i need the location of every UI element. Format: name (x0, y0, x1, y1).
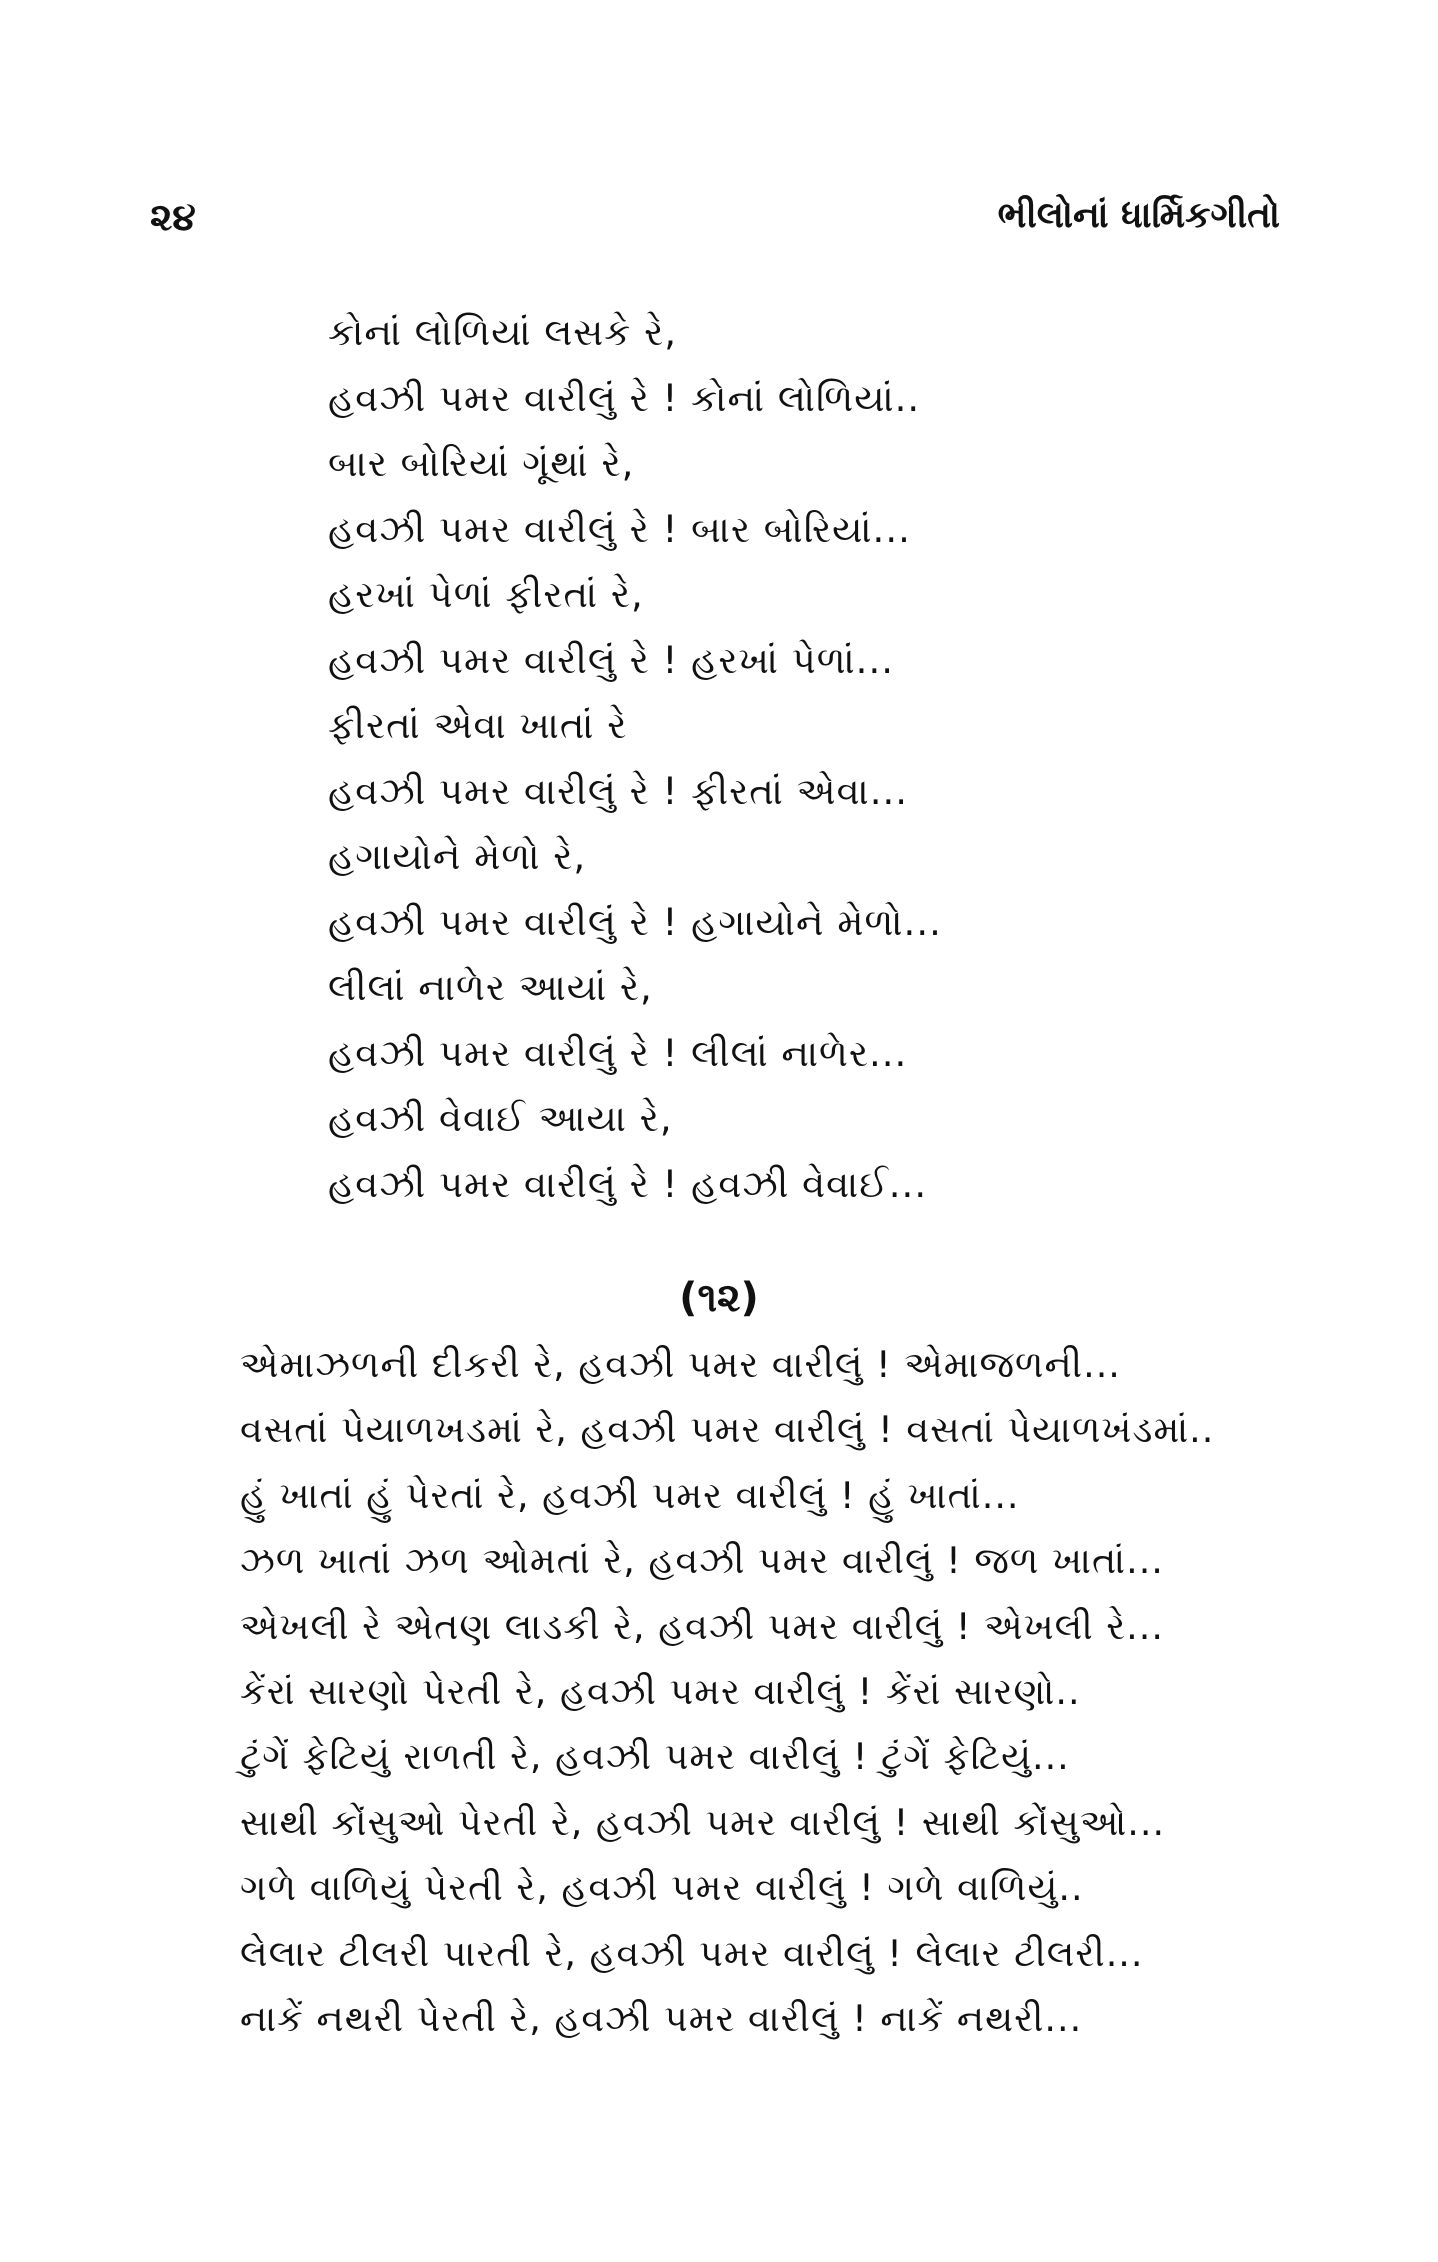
verse-line: હવઝી પમર વારીલું રે ! હરખાં પેળાં... (328, 638, 894, 682)
verse-line: સાથી કોંસુઓ પેરતી રે, હવઝી પમર વારીલું ! સાથી કોંસુઓ... (240, 1800, 1166, 1844)
song-12 (240, 1332, 1240, 2051)
verse-line: હવઝી પમર વારીલું રે ! કોનાં લોળિયાં.. (328, 376, 921, 420)
verse-line: હવઝી પમર વારીલું રે ! ફીરતાં એવા... (328, 769, 908, 813)
verse-line: એમાઝળની દીકરી રે, હવઝી પમર વારીલું ! એમાજળની... (240, 1343, 1121, 1386)
verse-line: લીલાં નાળેર આયાં રે, (328, 966, 653, 1009)
verse-line: ગળે વાળિયું પેરતી રે, હવઝી પમર વારીલું ! ગળે વાળિયું.. (240, 1866, 1084, 1910)
page-number: ૨૪ (150, 195, 196, 239)
verse-line: કેંરાં સારણો પેરતી રે, હવઝી પમર વારીલું ! કેંરાં સારણો.. (240, 1669, 1081, 1713)
verse-line: હવઝી પમર વારીલું રે ! હવઝી વેવાઈ... (328, 1162, 928, 1206)
running-header: ભીલોનાં ધાર્મિકગીતો (997, 195, 1280, 236)
section-heading: (૧૨) (679, 1275, 759, 1321)
verse-line: કોનાં લોળિયાં લસકે રે, (328, 311, 678, 354)
verse-line: વસતાં પેયાળખડમાં રે, હવઝી પમર વારીલું ! વસતાં પેયાળખંડમાં.. (240, 1408, 1215, 1452)
verse-line: નાકેં નથરી પેરતી રે, હવઝી પમર વારીલું ! નાકેં નથરી... (240, 1996, 1083, 2040)
verse-line: હું ખાતાં હું પેરતાં રે, હવઝી પમર વારીલું ! હું ખાતાં... (240, 1473, 1020, 1517)
verse-line: હવઝી પમર વારીલું રે ! બાર બોરિયાં... (328, 507, 911, 551)
verse-line: ટુંગેં ફેટિયું રાળતી રે, હવઝી પમર વારીલું ! ટુંગેં ફેટિયું... (240, 1735, 1070, 1779)
song-part-1 (328, 300, 1228, 1217)
verse-line: ફીરતાં એવા ખાતાં રે (328, 704, 628, 747)
verse-line: એખલી રે એતણ લાડકી રે, હવઝી પમર વારીલું ! એખલી રે... (240, 1604, 1164, 1648)
verse-line: હવઝી પમર વારીલું રે ! હગાયોને મેળો... (328, 900, 942, 944)
verse-line: હગાયોને મેળો રે, (328, 835, 587, 878)
verse-line: લેલાર ટીલરી પારતી રે, હવઝી પમર વારીલું ! લેલાર ટીલરી... (240, 1931, 1144, 1975)
verse-line: હવઝી પમર વારીલું રે ! લીલાં નાળેર... (328, 1031, 908, 1075)
verse-line: હવઝી વેવાઈ આયા રે, (328, 1097, 673, 1140)
verse-line: ઝળ ખાતાં ઝળ ઓમતાં રે, હવઝી પમર વારીલું ! જળ ખાતાં... (240, 1539, 1164, 1583)
verse-line: બાર બોરિયાં ગૂંથાં રે, (328, 442, 635, 485)
verse-line: હરખાં પેળાં ફીરતાં રે, (328, 573, 644, 616)
